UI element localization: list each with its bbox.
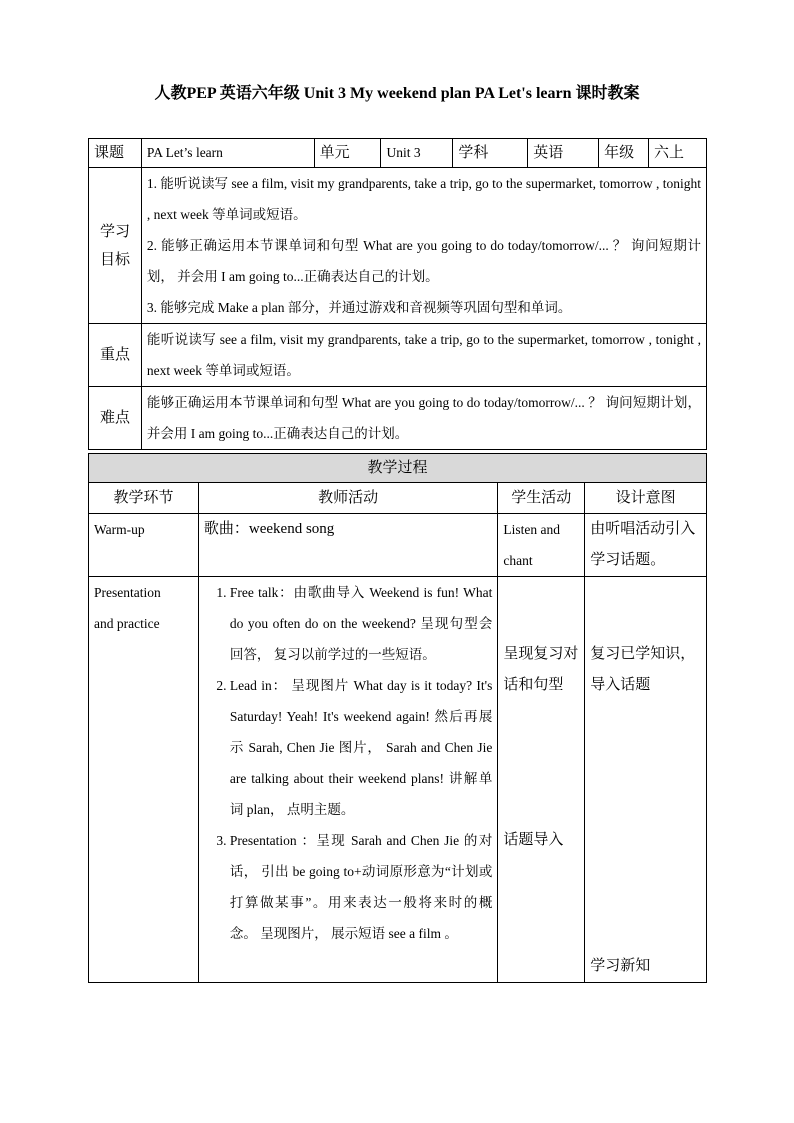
teacher-activity-item: 1. Free talk：由歌曲导入 Weekend is fun! What do you often do on the weekend? 呈现句型会回答， 复习以前学过的一些短语。 — [230, 577, 492, 670]
process-section-title: 教学过程 — [89, 454, 707, 483]
purpose-a: 复习已学知识，导入话题 — [590, 646, 696, 693]
presentation-stage: Presentation and practice — [89, 577, 199, 983]
topic-label: 课题 — [89, 139, 142, 168]
unit-label: 单元 — [314, 139, 381, 168]
presentation-row — [89, 577, 707, 983]
header-row — [89, 139, 707, 168]
subject-label: 学科 — [453, 139, 528, 168]
page-title: 人教PEP 英语六年级 Unit 3 My weekend plan PA Let's learn 课时教案 — [154, 85, 640, 102]
unit-value: Unit 3 — [381, 139, 453, 168]
difficulties-row — [89, 387, 707, 450]
grade-label: 年级 — [599, 139, 649, 168]
subject-value: 英语 — [528, 139, 599, 168]
objectives-content — [141, 168, 706, 324]
student-activity-b: 话题导入 — [503, 832, 564, 848]
column-header: 学生活动 — [498, 483, 585, 514]
warmup-row — [89, 514, 707, 577]
difficulties-label: 难点 — [89, 387, 142, 450]
objective-item: 3. 能够完成 Make a plan 部分，并通过游戏和音视频等巩固句型和单词。 — [146, 300, 572, 315]
teacher-activity-item: 3. Presentation ：呈现 Sarah and Chen Jie 的对话， 引出 be going to+动词原形意为“计划或打算做某事”。用来表达一般将来时的概念。 呈现图片， 展示短语 see a film 。 — [230, 825, 492, 949]
presentation-teacher — [198, 577, 497, 983]
warmup-purpose: 由听唱活动引入学习话题。 — [585, 514, 707, 577]
objective-item: 1. 能听说读写 see a film, visit my grandparents, take a trip, go to the supermarket, tomorrow , tonight , next week 等单词或短语。 — [146, 176, 701, 222]
teacher-activity-item: 2. Lead in： 呈现图片 What day is it today? It's Saturday! Yeah! It's weekend again! 然后再展示 Sarah, Chen Jie 图片， Sarah and Chen Jie are talking about their weekend plans! 讲解单词 plan， 点明主题。 — [230, 670, 492, 825]
warmup-stage: Warm-up — [89, 514, 199, 577]
key-points-label: 重点 — [89, 324, 142, 387]
objectives-label: 学习 目标 — [89, 168, 142, 324]
objective-item: 2. 能够正确运用本节课单词和句型 What are you going to do today/tomorrow/... ？ 询问短期计划， 并会用 I am going to...正确表达自己的计划。 — [146, 238, 701, 284]
topic-value: PA Let’s learn — [141, 139, 314, 168]
presentation-student — [498, 577, 585, 983]
column-header: 教师活动 — [198, 483, 497, 514]
grade-value: 六上 — [649, 139, 707, 168]
column-header: 设计意图 — [585, 483, 707, 514]
key-points-text: 能听说读写 see a film, visit my grandparents, take a trip, go to the supermarket, tomorrow , tonight , next week 等单词或短语。 — [141, 324, 706, 387]
column-header: 教学环节 — [89, 483, 199, 514]
purpose-b: 学习新知 — [590, 958, 651, 974]
difficulties-text: 能够正确运用本节课单词和句型 What are you going to do today/tomorrow/... ？ 询问短期计划， 并会用 I am going to...正确表达自己的计划。 — [141, 387, 706, 450]
presentation-purpose — [585, 577, 707, 983]
lesson-info-table — [88, 138, 707, 450]
teaching-process-table — [88, 453, 707, 983]
warmup-student: Listen and chant — [498, 514, 585, 577]
student-activity-a: 呈现复习对话和句型 — [503, 646, 579, 693]
process-column-headers — [89, 483, 707, 514]
warmup-teacher: 歌曲：weekend song — [198, 514, 497, 577]
objectives-row — [89, 168, 707, 324]
key-points-row — [89, 324, 707, 387]
